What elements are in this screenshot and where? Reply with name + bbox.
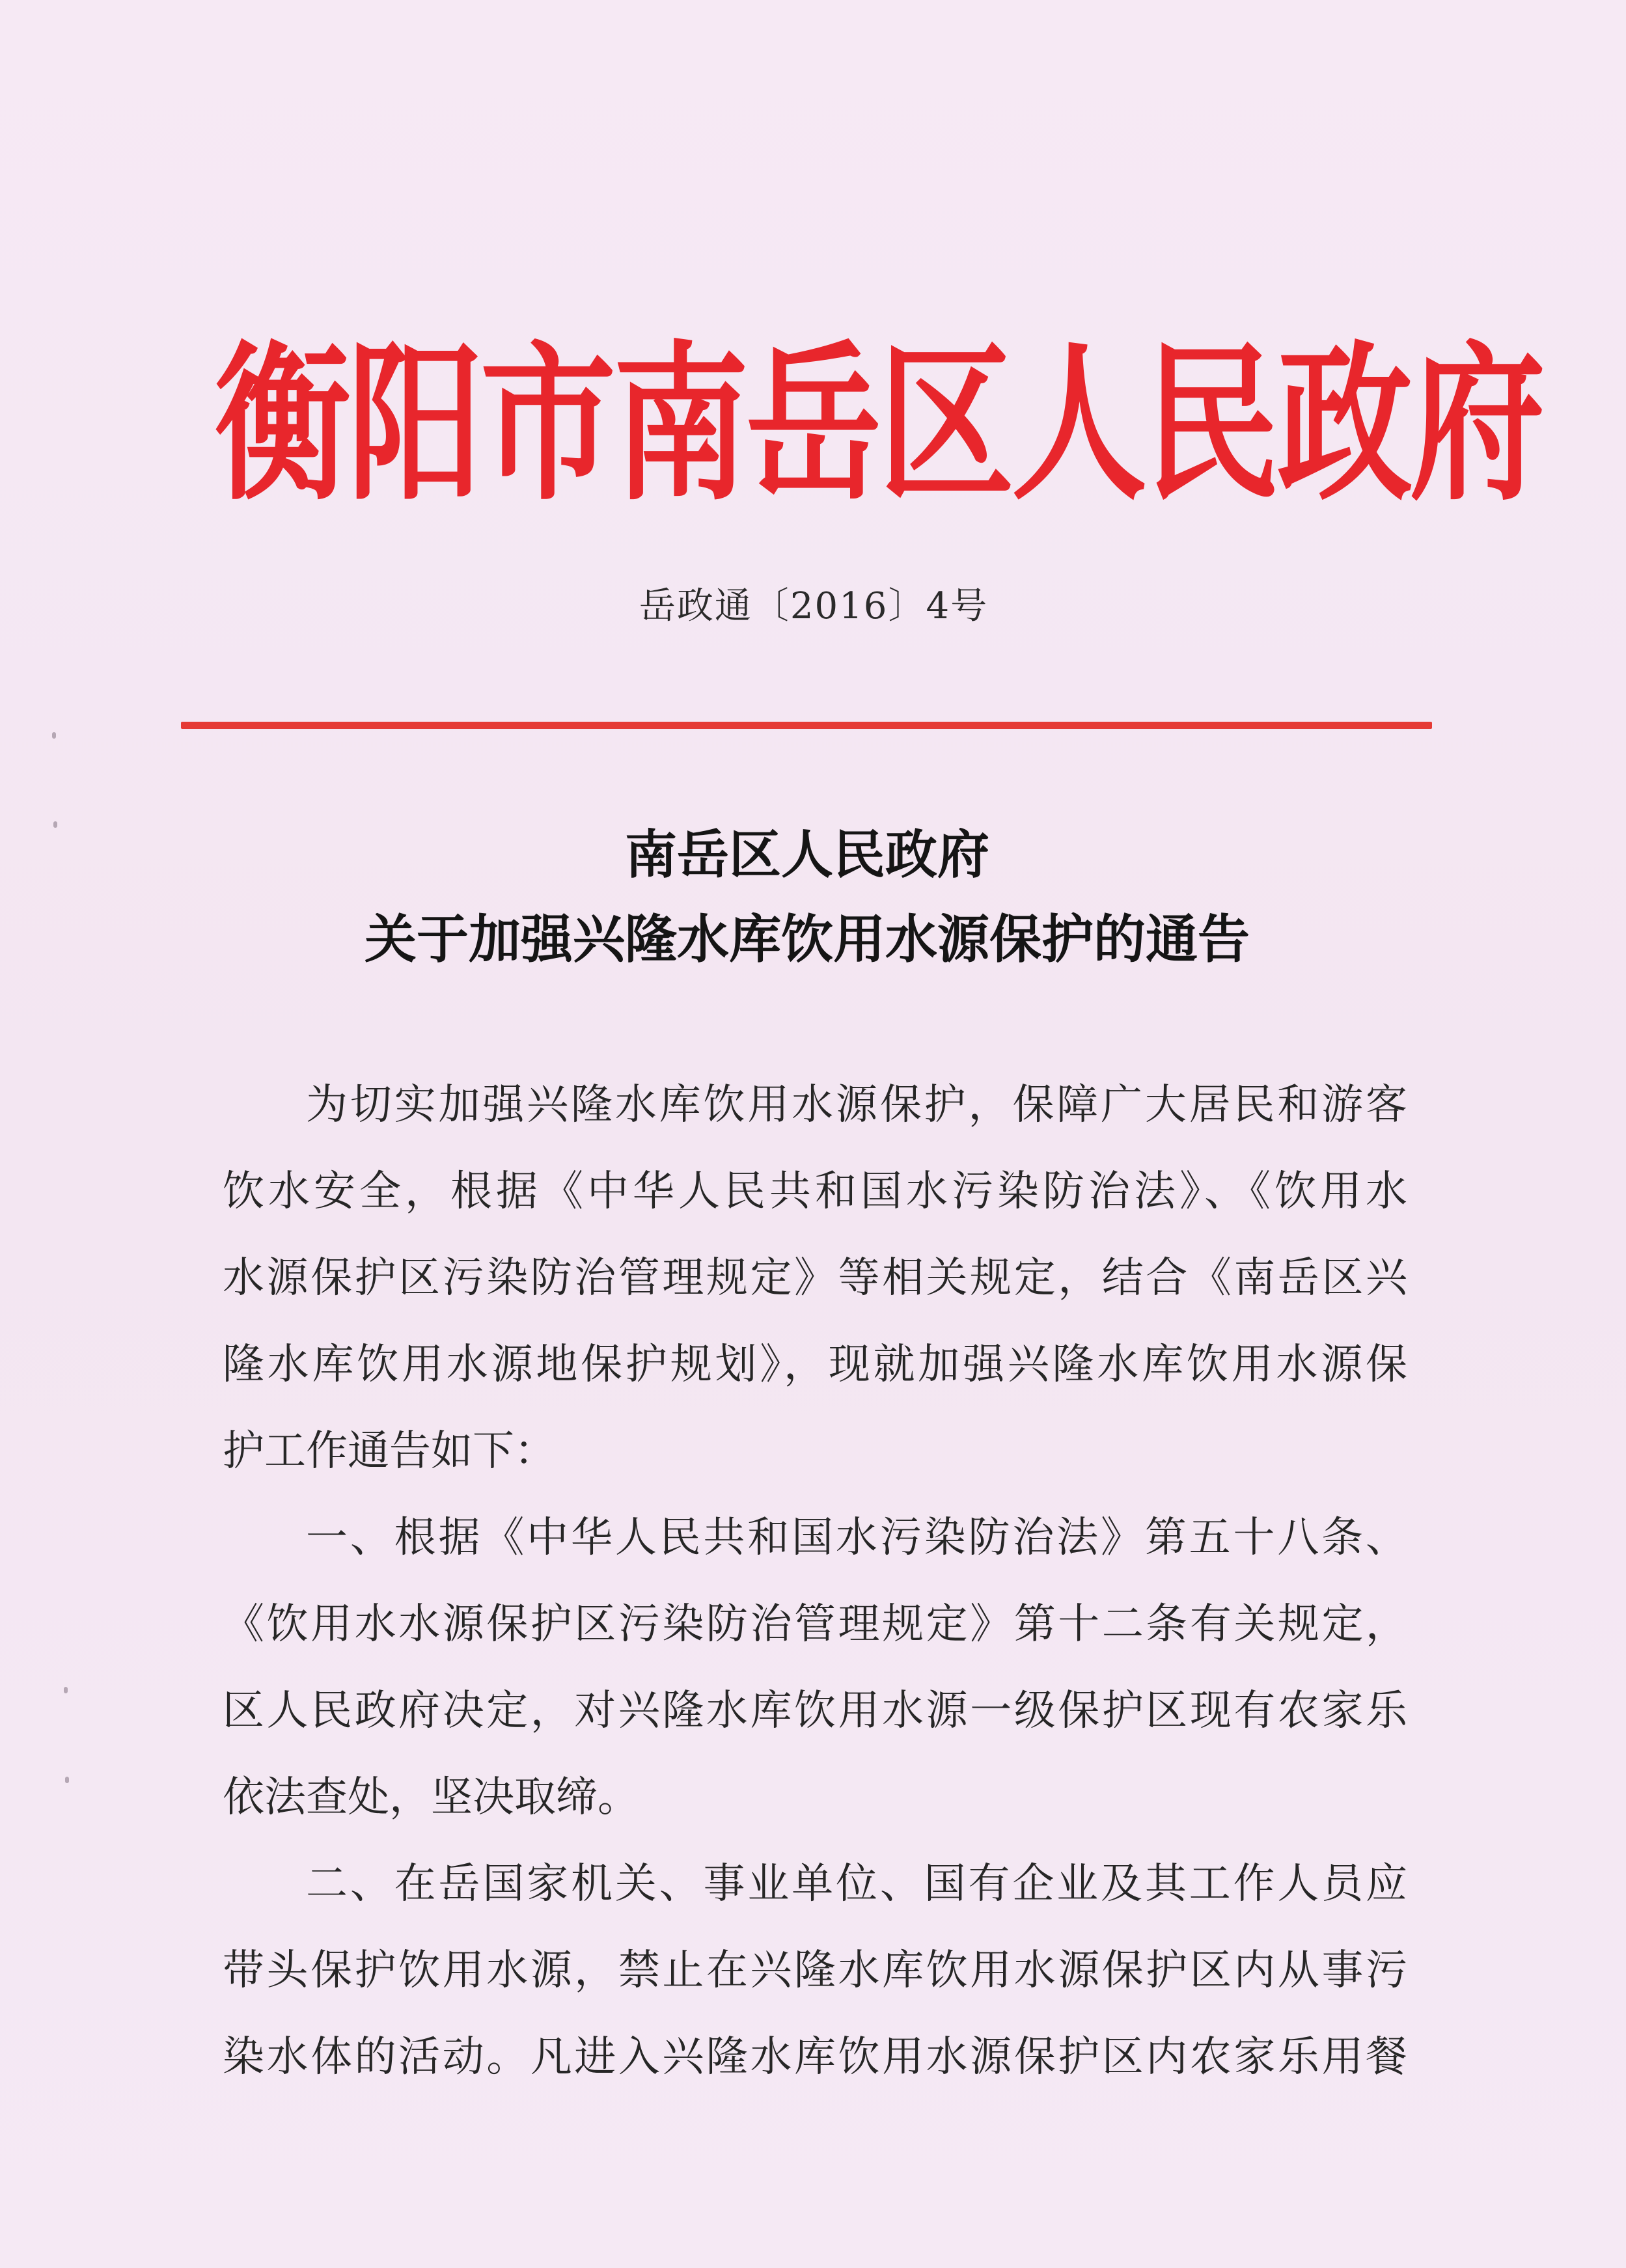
body-line: 依法查处，坚决取缔。 [223,1773,639,1822]
notice-title [195,812,1419,981]
notice-title-line-2: 关于加强兴隆水库饮用水源保护的通告 [365,909,1250,970]
notice-body [223,1062,1407,2101]
body-line: 饮水安全，根据《中华人民共和国水污染防治法》、《饮用水 [223,1168,1407,1216]
body-line: 染水体的活动。凡进入兴隆水库饮用水源保护区内农家乐用餐 [223,2033,1407,2081]
binding-hole-mark [65,1777,69,1783]
issuer-header: 衡阳市南岳区人民政府 [215,325,1543,524]
body-line: 为切实加强兴隆水库饮用水源保护，保障广大居民和游客 [306,1081,1407,1129]
body-line: 护工作通告如下： [223,1427,556,1475]
binding-hole-mark [53,821,57,828]
body-line: 带头保护饮用水源，禁止在兴隆水库饮用水源保护区内从事污 [223,1947,1407,1995]
body-line: 水源保护区污染防治管理规定》等相关规定，结合《南岳区兴 [223,1254,1407,1302]
binding-hole-mark [64,1687,68,1693]
body-line: 一、根据《中华人民共和国水污染防治法》第五十八条、 [306,1514,1407,1562]
body-line: 二、在岳国家机关、事业单位、国有企业及其工作人员应 [306,1860,1407,1908]
body-line: 区人民政府决定，对兴隆水库饮用水源一级保护区现有农家乐 [223,1687,1407,1735]
body-line: 《饮用水水源保护区污染防治管理规定》第十二条有关规定， [223,1600,1407,1648]
red-divider-line [181,722,1432,729]
document-number: 岳政通〔2016〕4号 [639,585,989,627]
notice-title-line-1: 南岳区人民政府 [625,824,989,885]
body-line: 隆水库饮用水源地保护规划》，现就加强兴隆水库饮用水源保 [223,1341,1407,1389]
binding-hole-mark [52,732,56,739]
